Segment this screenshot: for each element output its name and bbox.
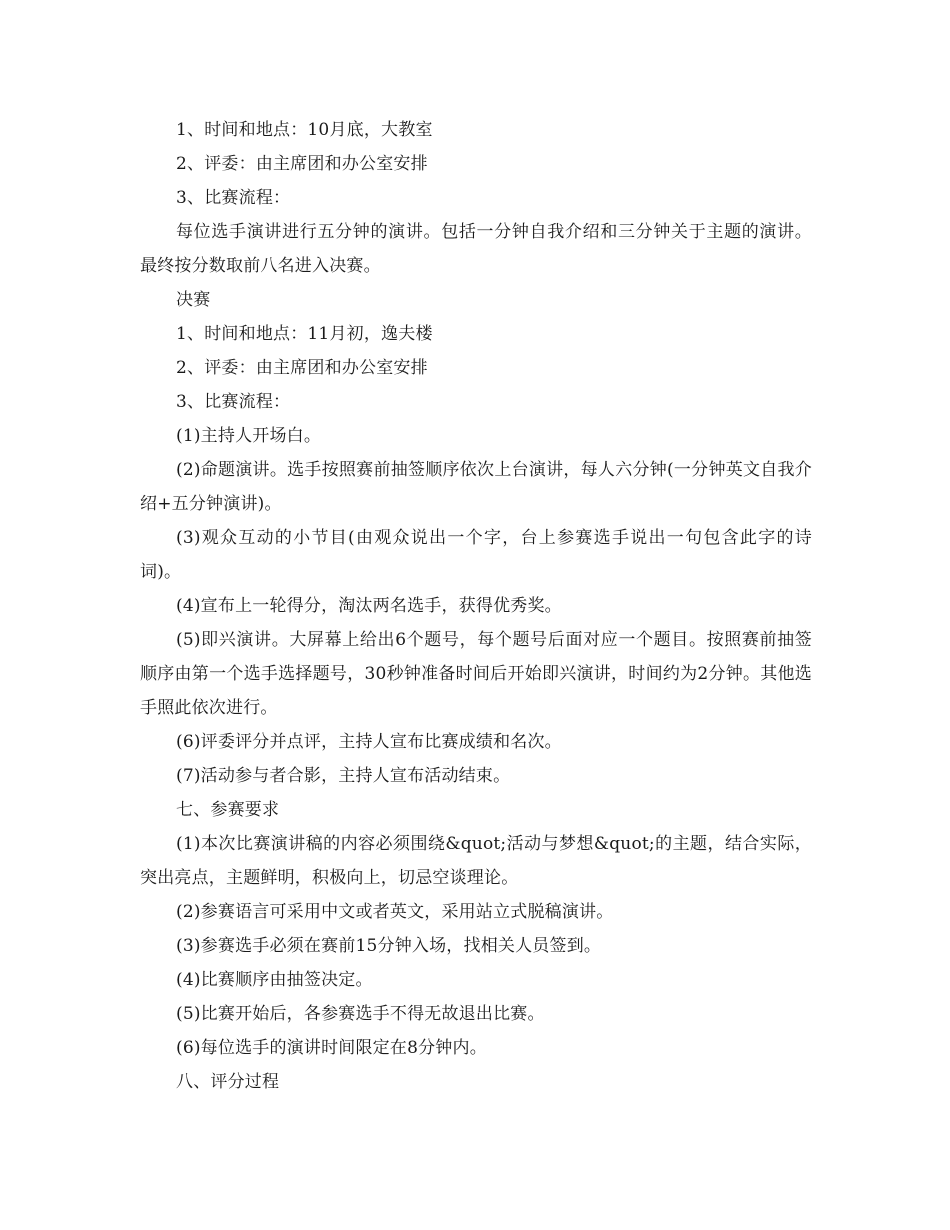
paragraph-prelim-judges: 2、评委：由主席团和办公室安排 bbox=[176, 154, 428, 174]
list-item-requirement-4: (4)比赛顺序由抽签决定。 bbox=[176, 970, 373, 990]
list-item-final-step-2: (2)命题演讲。选手按照赛前抽签顺序依次上台演讲，每人六分钟(一分钟英文自我介绍+五分钟演讲)。 bbox=[140, 460, 812, 514]
paragraph-final-time-place: 1、时间和地点：11月初，逸夫楼 bbox=[176, 324, 433, 344]
section-heading-final: 决赛 bbox=[176, 290, 211, 310]
section-heading-requirements: 七、参赛要求 bbox=[176, 800, 280, 820]
list-item-requirement-1: (1)本次比赛演讲稿的内容必须围绕&quot;活动与梦想&quot;的主题，结合实际，突出亮点，主题鲜明，积极向上，切忌空谈理论。 bbox=[140, 834, 812, 888]
document-body bbox=[140, 113, 812, 1099]
list-item-final-step-5: (5)即兴演讲。大屏幕上给出6个题号，每个题号后面对应一个题目。按照赛前抽签顺序由第一个选手选择题号，30秒钟准备时间后开始即兴演讲，时间约为2分钟。其他选手照此依次进行。 bbox=[140, 630, 812, 718]
list-item-final-step-6: (6)评委评分并点评，主持人宣布比赛成绩和名次。 bbox=[176, 732, 562, 752]
list-item-requirement-6: (6)每位选手的演讲时间限定在8分钟内。 bbox=[176, 1038, 487, 1058]
list-item-requirement-3: (3)参赛选手必须在赛前15分钟入场，找相关人员签到。 bbox=[176, 936, 602, 956]
list-item-final-step-7: (7)活动参与者合影，主持人宣布活动结束。 bbox=[176, 766, 511, 786]
paragraph-final-process-heading: 3、比赛流程： bbox=[176, 392, 291, 412]
paragraph-prelim-time-place: 1、时间和地点：10月底，大教室 bbox=[176, 120, 433, 140]
list-item-final-step-3: (3)观众互动的小节目(由观众说出一个字，台上参赛选手说出一句包含此字的诗词)。 bbox=[140, 528, 812, 582]
paragraph-final-judges: 2、评委：由主席团和办公室安排 bbox=[176, 358, 428, 378]
list-item-requirement-5: (5)比赛开始后，各参赛选手不得无故退出比赛。 bbox=[176, 1004, 545, 1024]
paragraph-prelim-process-heading: 3、比赛流程： bbox=[176, 188, 291, 208]
paragraph-prelim-process-text: 每位选手演讲进行五分钟的演讲。包括一分钟自我介绍和三分钟关于主题的演讲。最终按分数取前八名进入决赛。 bbox=[140, 222, 812, 276]
section-heading-scoring: 八、评分过程 bbox=[176, 1072, 280, 1092]
list-item-final-step-1: (1)主持人开场白。 bbox=[176, 426, 322, 446]
list-item-requirement-2: (2)参赛语言可采用中文或者英文，采用站立式脱稿演讲。 bbox=[176, 902, 614, 922]
list-item-final-step-4: (4)宣布上一轮得分，淘汰两名选手，获得优秀奖。 bbox=[176, 596, 562, 616]
